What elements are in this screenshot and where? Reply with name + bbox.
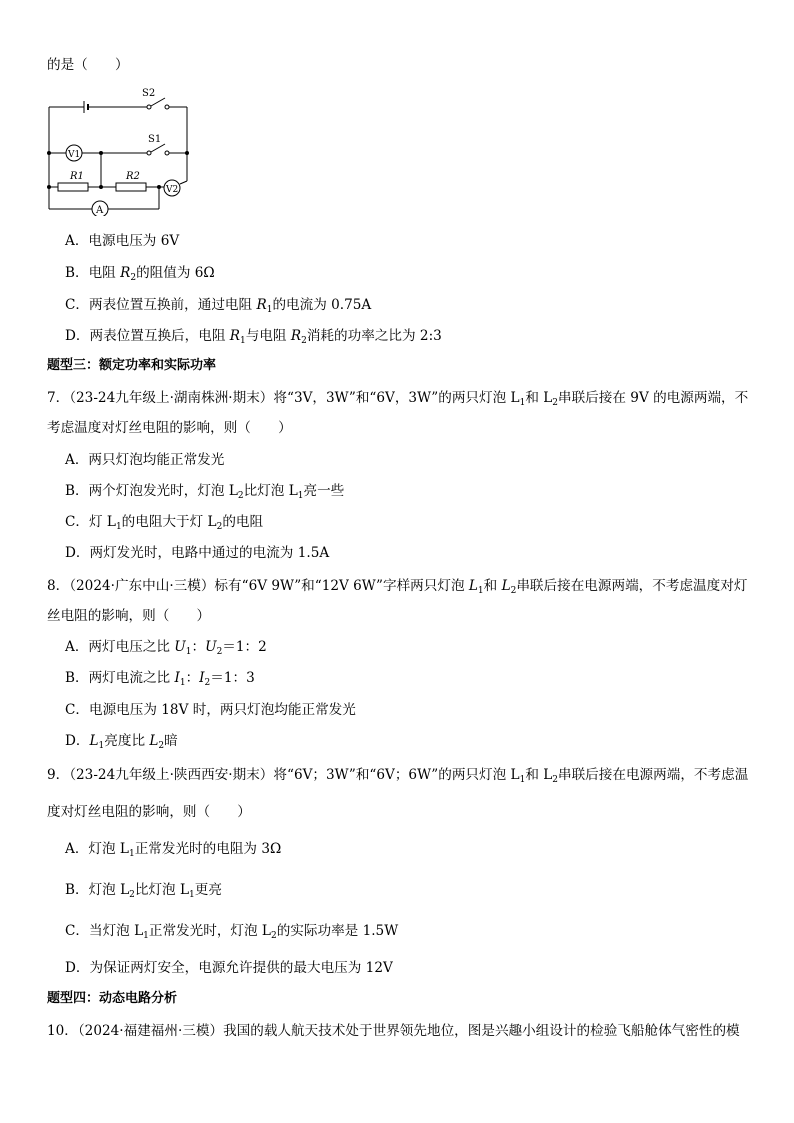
q7-option-a: A．两只灯泡均能正常发光 — [65, 452, 225, 468]
label-s1: S1 — [148, 134, 162, 145]
s2-contact — [165, 105, 169, 109]
label-s2: S2 — [142, 88, 156, 99]
label-v1: V1 — [68, 150, 81, 160]
question-fragment: 的是（ ） — [47, 57, 129, 73]
q8-option-a: A．两灯电压之比 $U_1$：$U_2=1$：2 — [65, 639, 267, 657]
resistor-r1 — [58, 183, 88, 191]
s2-blade — [151, 98, 165, 106]
q7-option-b: B．两个灯泡发光时，灯泡 $L_2$比灯泡 $L_1$亮一些 — [65, 483, 345, 501]
q9-stem-line1: 9．（23-24九年级上·陕西西安·期末）将“6V；3W”和“6V；6W”的两只灯泡 $L_1$和 $L_2$串联后接在电源两端，不考虑温 — [47, 767, 749, 785]
section-heading-4: 题型四：动态电路分析 — [47, 991, 178, 1006]
q8-stem-line1: 8．（2024·广东中山·三模）标有“6V 9W”和“12V 6W”字样两只灯泡 $L_1$和 $L_2$串联后接在电源两端，不考虑温度对灯 — [47, 578, 748, 596]
q6-option-d: D．两表位置互换后，电阻 $R_1$与电阻 $R_2$消耗的功率之比为 2:3 — [65, 328, 442, 346]
q6-option-b: B．电阻 $R_2$的阻值为 6Ω — [65, 265, 215, 283]
q9-option-b: B．灯泡 $L_2$比灯泡 $L_1$更亮 — [65, 882, 222, 900]
q6-option-c: C．两表位置互换前，通过电阻 $R_1$的电流为 0.75A — [65, 297, 372, 315]
q8-option-d: D．$L_1$亮度比 $L_2$暗 — [65, 733, 178, 751]
q9-option-d: D．为保证两灯安全，电源允许提供的最大电压为 12V — [65, 960, 393, 976]
q7-option-d: D．两灯发光时，电路中通过的电流为 1.5A — [65, 545, 330, 561]
circuit-diagram — [44, 84, 194, 216]
q7-stem-line1: 7．（23-24九年级上·湖南株洲·期末）将“3V，3W”和“6V，3W”的两只灯泡 $L_1$和 $L_2$串联后接在 9V 的电源两端，不 — [47, 390, 749, 408]
q9-option-a: A．灯泡 $L_1$正常发光时的电阻为 3Ω — [65, 841, 282, 859]
q9-stem-line2: 度对灯丝电阻的影响，则（ ） — [47, 804, 251, 820]
s1-blade — [151, 144, 165, 152]
s2-contact — [147, 105, 151, 109]
q9-option-c: C．当灯泡 $L_1$正常发光时，灯泡 $L_2$的实际功率是 1.5W — [65, 923, 399, 941]
wire — [180, 181, 187, 184]
s1-contact — [165, 151, 169, 155]
label-v2: V2 — [166, 185, 179, 195]
q8-stem-line2: 丝电阻的影响，则（ ） — [47, 608, 211, 624]
label-r1: R1 — [70, 171, 84, 182]
q6-option-a: A．电源电压为 6V — [65, 233, 180, 249]
q10-stem-line1: 10．（2024·福建福州·三模）我国的载人航天技术处于世界领先地位，图是兴趣小组设计的检验飞船舱体气密性的模 — [47, 1023, 740, 1039]
label-a: A — [96, 205, 104, 216]
resistor-r2 — [116, 183, 146, 191]
q8-option-b: B．两灯电流之比 $I_1$：$I_2=1$：3 — [65, 670, 255, 688]
q7-stem-line2: 考虑温度对灯丝电阻的影响，则（ ） — [47, 420, 292, 436]
section-heading-3: 题型三：额定功率和实际功率 — [47, 358, 217, 373]
q7-option-c: C．灯 $L_1$的电阻大于灯 $L_2$的电阻 — [65, 514, 264, 532]
label-r2: R2 — [126, 171, 140, 182]
q8-option-c: C．电源电压为 18V 时，两只灯泡均能正常发光 — [65, 702, 356, 718]
s1-contact — [147, 151, 151, 155]
